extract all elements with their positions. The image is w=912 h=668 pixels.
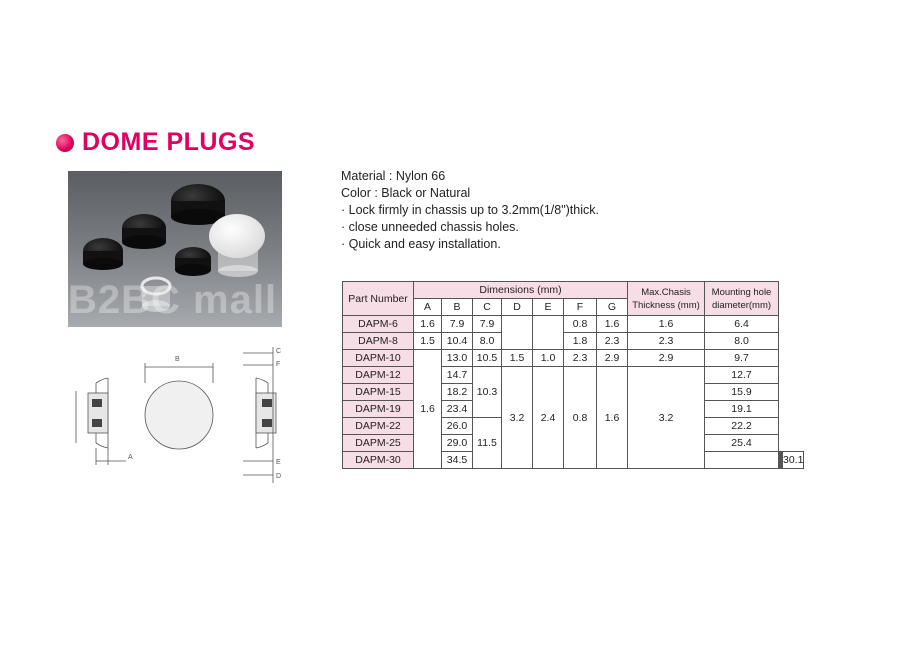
cell-mount: 8.0 — [705, 333, 779, 350]
watermark: B2BC mall — [68, 278, 278, 322]
cell-mount: 6.4 — [705, 316, 779, 333]
cell-b: 29.0 — [442, 435, 473, 452]
cell-b: 10.4 — [442, 333, 473, 350]
feature-item: · Quick and easy installation. — [341, 237, 501, 251]
cell-d-empty — [502, 316, 533, 350]
cell-b: 14.7 — [442, 367, 473, 384]
cell-e: 1.0 — [533, 350, 564, 367]
cell-g: 1.6 — [597, 316, 628, 333]
cell-empty — [705, 452, 779, 469]
cell-g: 2.9 — [597, 350, 628, 367]
material-text: Material : Nylon 66 — [341, 169, 446, 183]
header-dimensions: Dimensions (mm) — [414, 282, 628, 299]
label-b: B — [175, 356, 180, 363]
header-col-e: E — [533, 299, 564, 316]
color-text: Color : Black or Natural — [341, 186, 471, 200]
cell-g: 2.3 — [597, 333, 628, 350]
cell-a: 1.5 — [414, 333, 442, 350]
bullet-icon — [56, 134, 74, 152]
cell-c-merged: 10.3 — [473, 367, 502, 418]
cell-b: 34.5 — [442, 452, 473, 469]
cell-b: 18.2 — [442, 384, 473, 401]
header-part-number: Part Number — [343, 282, 414, 316]
cell-mount: 25.4 — [705, 435, 779, 452]
cell-mount: 15.9 — [705, 384, 779, 401]
label-c: C — [276, 348, 282, 355]
cell-c: 7.9 — [473, 316, 502, 333]
part-number-cell: DAPM-19 — [343, 401, 414, 418]
cell-b: 26.0 — [442, 418, 473, 435]
cell-b: 7.9 — [442, 316, 473, 333]
cell-b: 13.0 — [442, 350, 473, 367]
cell-c: 10.5 — [473, 350, 502, 367]
cell-a: 1.6 — [414, 316, 442, 333]
header-col-g: G — [597, 299, 628, 316]
technical-drawing — [68, 343, 300, 491]
cell-f: 2.3 — [564, 350, 597, 367]
part-number-cell: DAPM-22 — [343, 418, 414, 435]
feature-item: · close unneeded chassis holes. — [341, 220, 519, 234]
header-mounting-hole: Mounting hole diameter(mm) — [705, 282, 779, 316]
table-row — [343, 333, 804, 350]
cell-f: 1.8 — [564, 333, 597, 350]
header-col-d: D — [502, 299, 533, 316]
cell-d: 1.5 — [502, 350, 533, 367]
header-col-b: B — [442, 299, 473, 316]
header-max-thickness: Max.Chasis Thickness (mm) — [628, 282, 705, 316]
title-block — [56, 128, 255, 157]
specifications — [341, 168, 599, 253]
cell-mount: 19.1 — [705, 401, 779, 418]
table-row — [343, 367, 804, 384]
cell-mount: 30.1 — [783, 452, 804, 469]
header-col-a: A — [414, 299, 442, 316]
cell-e-empty — [533, 316, 564, 350]
cell-c: 8.0 — [473, 333, 502, 350]
label-f: F — [276, 361, 281, 368]
cell-mount: 22.2 — [705, 418, 779, 435]
cell-mount: 9.7 — [705, 350, 779, 367]
cell-max-merged: 3.2 — [628, 367, 705, 469]
label-d: D — [276, 473, 282, 480]
cell-f: 0.8 — [564, 316, 597, 333]
label-e: E — [276, 459, 281, 466]
cell-a-merged: 1.6 — [414, 350, 442, 469]
cell-max: 2.3 — [628, 333, 705, 350]
part-number-cell: DAPM-15 — [343, 384, 414, 401]
feature-item: · Lock firmly in chassis up to 3.2mm(1/8")thick. — [341, 203, 599, 217]
part-number-cell: DAPM-12 — [343, 367, 414, 384]
dimensions-table — [342, 281, 804, 469]
cell-g-merged: 1.6 — [597, 367, 628, 469]
cell-max: 2.9 — [628, 350, 705, 367]
cell-c-merged: 11.5 — [473, 418, 502, 469]
part-number-cell: DAPM-8 — [343, 333, 414, 350]
part-number-cell: DAPM-6 — [343, 316, 414, 333]
cell-b: 23.4 — [442, 401, 473, 418]
table-row — [343, 316, 804, 333]
header-col-c: C — [473, 299, 502, 316]
part-number-cell: DAPM-10 — [343, 350, 414, 367]
cell-e-merged: 2.4 — [533, 367, 564, 469]
page-title: DOME PLUGS — [82, 128, 256, 156]
cell-f-merged: 0.8 — [564, 367, 597, 469]
cell-d-merged: 3.2 — [502, 367, 533, 469]
cell-max: 1.6 — [628, 316, 705, 333]
part-number-cell: DAPM-30 — [343, 452, 414, 469]
table-row — [343, 350, 804, 367]
cell-mount: 12.7 — [705, 367, 779, 384]
part-number-cell: DAPM-25 — [343, 435, 414, 452]
label-a: A — [128, 454, 133, 461]
header-col-f: F — [564, 299, 597, 316]
